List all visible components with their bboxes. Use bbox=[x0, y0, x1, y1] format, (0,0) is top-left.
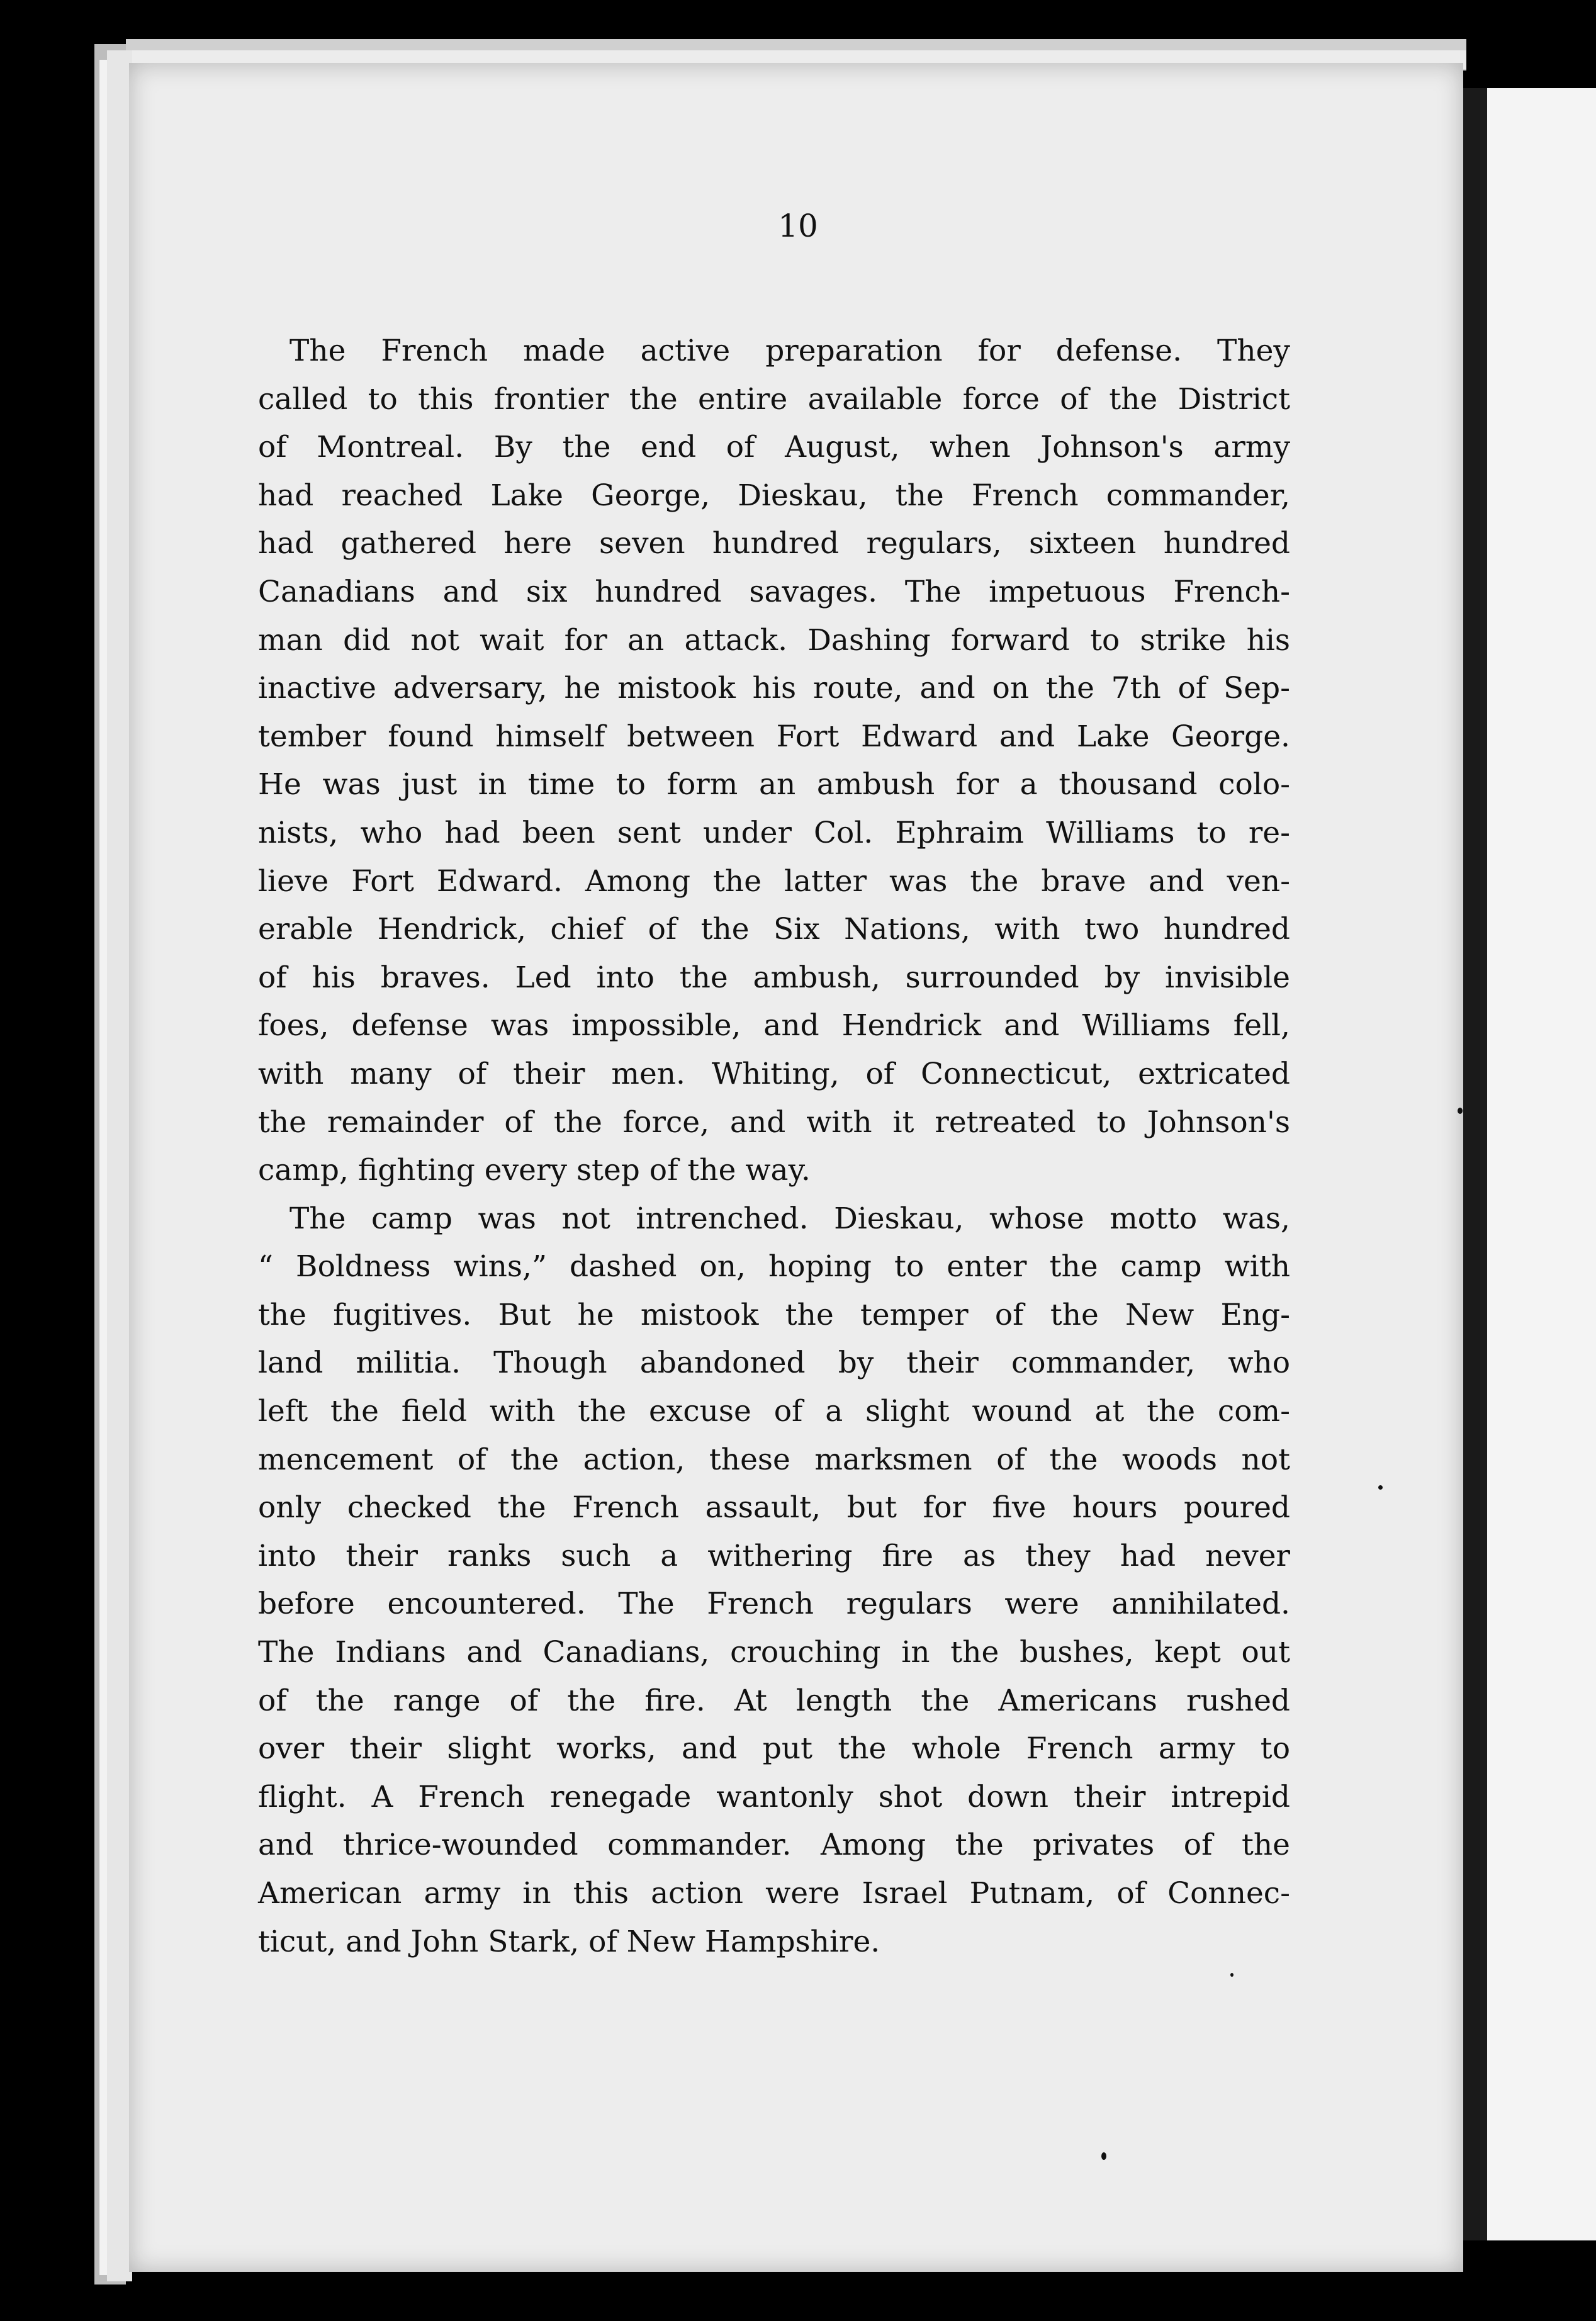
text-line: into their ranks such a withering fire as they had never bbox=[258, 1538, 1290, 1573]
text-line: The Indians and Canadians, crouching in the bushes, kept out bbox=[258, 1635, 1290, 1670]
text-line: had gathered here seven hundred regulars, sixteen hundred bbox=[258, 526, 1290, 561]
book-gutter bbox=[1463, 88, 1487, 2240]
text-line: of the range of the fire. At length the Americans rushed bbox=[258, 1683, 1290, 1718]
text-line: “ Boldness wins,” dashed on, hoping to enter the camp with bbox=[258, 1249, 1290, 1284]
text-line: ticut, and John Stark, of New Hampshire. bbox=[258, 1924, 880, 1959]
body-text bbox=[258, 327, 1290, 1966]
page-stack-left-edge-highlight bbox=[99, 60, 107, 2275]
text-line: left the field with the excuse of a slight wound at the com- bbox=[258, 1394, 1290, 1429]
text-line: with many of their men. Whiting, of Connecticut, extricated bbox=[258, 1056, 1290, 1091]
text-line: The French made active preparation for defense. They bbox=[289, 334, 1290, 368]
page-number: 10 bbox=[778, 208, 818, 244]
text-line: and thrice-wounded commander. Among the privates of the bbox=[258, 1828, 1290, 1863]
page-stack-left-edge-inner bbox=[107, 50, 132, 2281]
text-line: over their slight works, and put the whole French army to bbox=[258, 1731, 1290, 1767]
text-line: had reached Lake George, Dieskau, the French commander, bbox=[258, 478, 1290, 513]
text-line: mencement of the action, these marksmen of the woods not bbox=[258, 1442, 1290, 1477]
text-line: flight. A French renegade wantonly shot down their intrepid bbox=[258, 1779, 1290, 1814]
text-line: before encountered. The French regulars were annihilated. bbox=[258, 1587, 1290, 1622]
text-line: The camp was not intrenched. Dieskau, whose motto was, bbox=[289, 1201, 1290, 1236]
text-line: of Montreal. By the end of August, when Johnson's army bbox=[258, 430, 1290, 465]
text-line: foes, defense was impossible, and Hendrick and Williams fell, bbox=[258, 1008, 1290, 1043]
text-line: the remainder of the force, and with it retreated to Johnson's bbox=[258, 1104, 1290, 1140]
text-line: man did not wait for an attack. Dashing forward to strike his bbox=[258, 622, 1290, 658]
facing-page-edge bbox=[1487, 88, 1596, 2240]
scan-speck bbox=[1458, 1108, 1463, 1114]
scan-speck bbox=[1378, 1485, 1383, 1490]
text-line: only checked the French assault, but for five hours poured bbox=[258, 1490, 1290, 1526]
text-line: He was just in time to form an ambush for a thousand colo- bbox=[258, 767, 1290, 802]
text-line: tember found himself between Fort Edward and Lake George. bbox=[258, 719, 1290, 754]
text-line: called to this frontier the entire available force of the District bbox=[258, 381, 1290, 417]
text-line: American army in this action were Israel Putnam, of Connec- bbox=[258, 1876, 1290, 1911]
text-line: of his braves. Led into the ambush, surrounded by invisible bbox=[258, 960, 1290, 995]
scan-speck bbox=[1230, 1973, 1234, 1977]
paragraph-1 bbox=[258, 327, 1290, 1195]
scan-speck bbox=[1101, 2152, 1106, 2160]
text-line: Canadians and six hundred savages. The impetuous French- bbox=[258, 574, 1290, 609]
text-line: lieve Fort Edward. Among the latter was the brave and ven- bbox=[258, 863, 1290, 899]
text-line: camp, fighting every step of the way. bbox=[258, 1153, 811, 1188]
paragraph-2 bbox=[258, 1195, 1290, 1967]
text-line: inactive adversary, he mistook his route, and on the 7th of Sep- bbox=[258, 671, 1290, 706]
text-line: the fugitives. But he mistook the temper of the New Eng- bbox=[258, 1297, 1290, 1332]
text-line: land militia. Though abandoned by their commander, who bbox=[258, 1346, 1290, 1381]
text-line: erable Hendrick, chief of the Six Nations, with two hundred bbox=[258, 912, 1290, 947]
text-line: nists, who had been sent under Col. Ephraim Williams to re- bbox=[258, 815, 1290, 850]
